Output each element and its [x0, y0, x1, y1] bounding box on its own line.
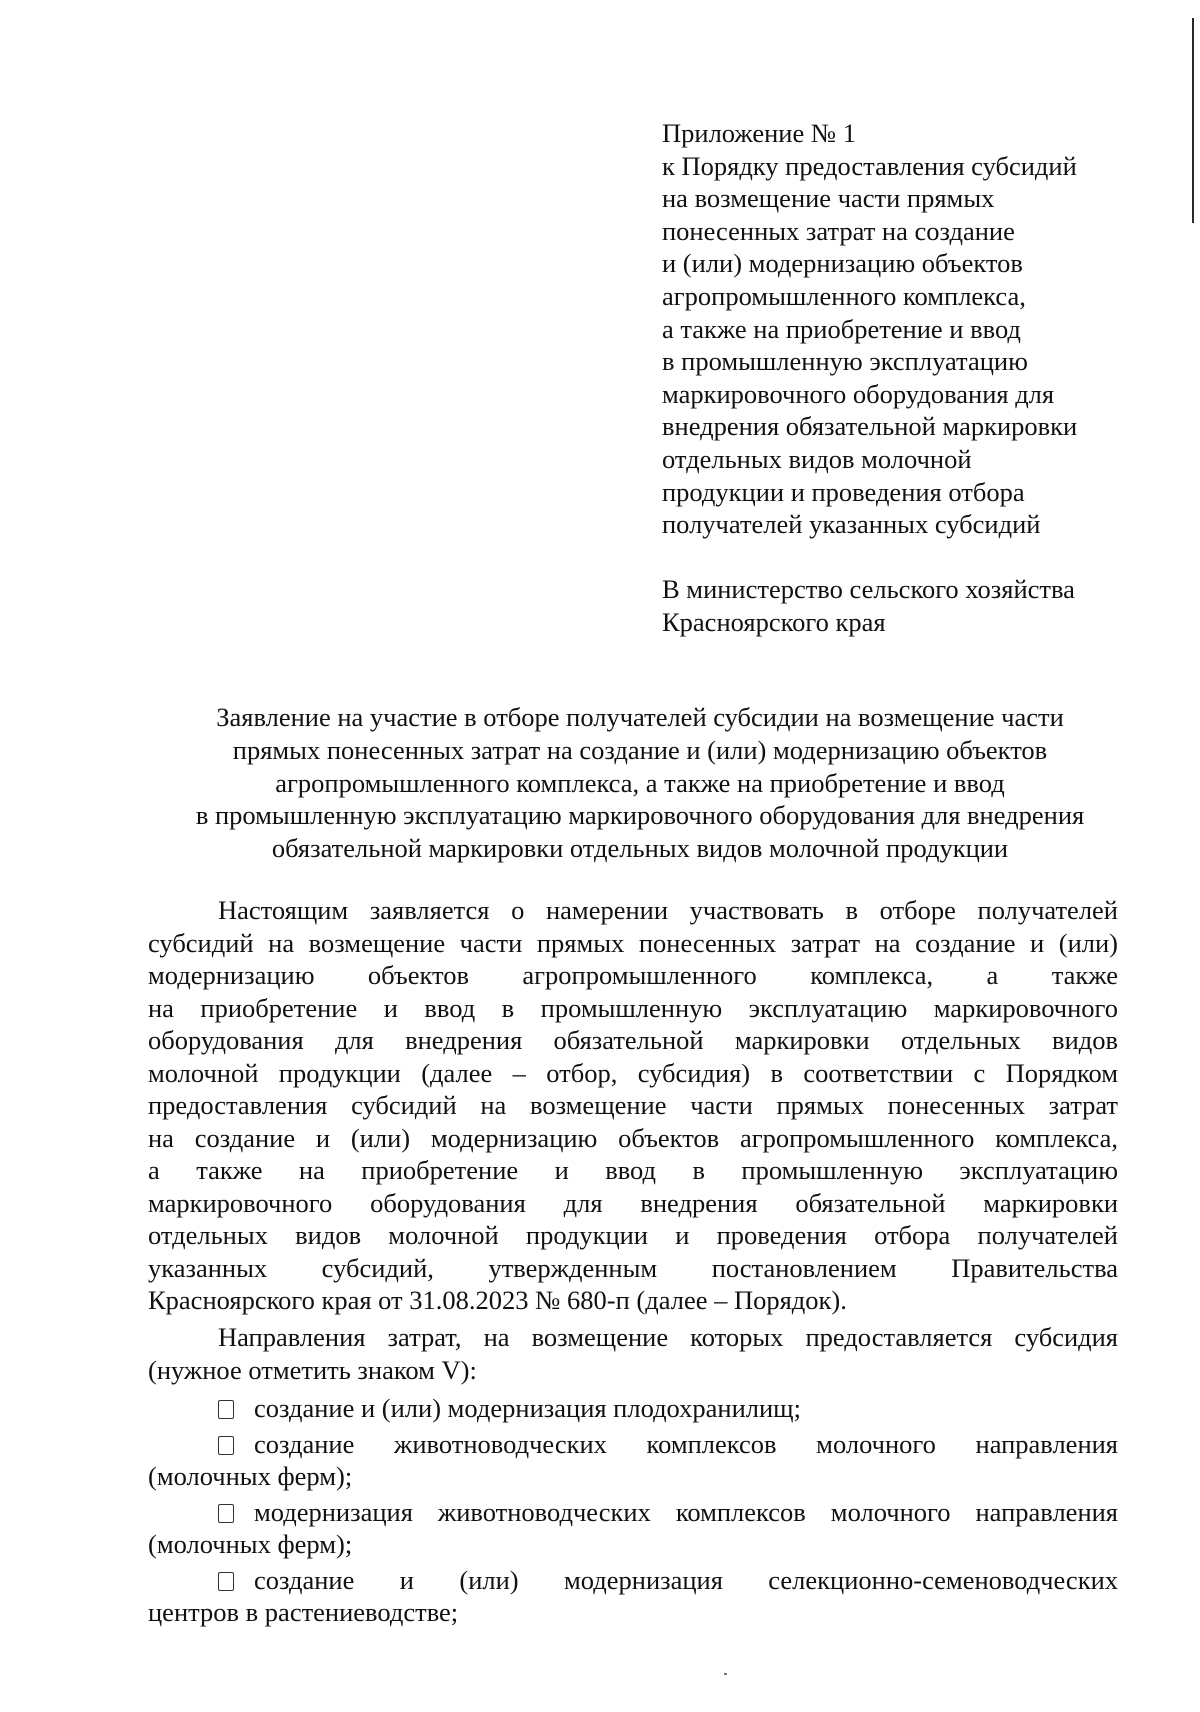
title-line: обязательной маркировки отдельных видов молочной продукции: [271, 833, 1009, 864]
option-label: создание и (или) модернизация плодохранилищ;: [254, 1393, 801, 1423]
cost-direction-options: [148, 1392, 1118, 1632]
appendix-line: получателей указанных субсидий: [662, 509, 1041, 540]
appendix-block: [662, 117, 1182, 541]
paragraph-line: маркировочного оборудования для внедрения обязательной маркировки: [148, 1187, 1118, 1218]
title-line: прямых понесенных затрат на создание и (или) модернизацию объектов: [232, 734, 1048, 765]
appendix-line: Приложение № 1: [662, 118, 857, 148]
checkbox-seed-centers[interactable]: [218, 1572, 234, 1591]
option-fruit-storage: [148, 1392, 1118, 1425]
appendix-line: к Порядку предоставления субсидий: [662, 150, 1077, 181]
option-label: модернизация животноводческих комплексов молочного направления: [254, 1496, 1118, 1527]
statement-paragraph: [148, 894, 1118, 1317]
document-title: [140, 701, 1140, 865]
checkbox-fruit-storage[interactable]: [218, 1400, 234, 1419]
paragraph-line: на создание и (или) модернизацию объектов агропромышленного комплекса,: [148, 1122, 1118, 1153]
paragraph-line: предоставления субсидий на возмещение части прямых понесенных затрат: [148, 1090, 1118, 1120]
scan-edge-mark: [1192, 18, 1194, 223]
appendix-line: на возмещение части прямых: [662, 183, 995, 214]
paragraph-line: Красноярского края от 31.08.2023 № 680-п (далее – Порядок).: [148, 1285, 847, 1315]
appendix-line: понесенных затрат на создание: [662, 215, 1015, 246]
scan-speck: [724, 1673, 727, 1675]
checkbox-dairy-complex-creation[interactable]: [218, 1436, 234, 1455]
option-label-continued: (молочных ферм);: [148, 1529, 353, 1559]
option-label: создание животноводческих комплексов молочного направления: [254, 1428, 1118, 1459]
option-seed-centers: [148, 1564, 1118, 1629]
paragraph-line: субсидий на возмещение части прямых понесенных затрат на создание и (или): [148, 927, 1118, 958]
appendix-line: маркировочного оборудования для: [662, 378, 1055, 409]
addressee-line: Красноярского края: [662, 606, 886, 637]
paragraph-line: указанных субсидий, утвержденным постановлением Правительства: [148, 1252, 1118, 1283]
title-line: Заявление на участие в отборе получателей субсидии на возмещение части: [216, 702, 1064, 732]
checkbox-dairy-complex-modernization[interactable]: [218, 1504, 234, 1523]
title-line: в промышленную эксплуатацию маркировочного оборудования для внедрения: [195, 800, 1085, 831]
paragraph-line: молочной продукции (далее – отбор, субсидия) в соответствии с Порядком: [148, 1057, 1118, 1088]
option-label: создание и (или) модернизация селекционно-семеноводческих: [254, 1564, 1118, 1595]
option-label-continued: центров в растениеводстве;: [148, 1597, 459, 1627]
paragraph-line: оборудования для внедрения обязательной маркировки отдельных видов: [148, 1025, 1118, 1055]
option-dairy-complex-modernization: [148, 1496, 1118, 1561]
paragraph-line: Направления затрат, на возмещение которых предоставляется субсидия: [218, 1322, 1118, 1352]
appendix-line: агропромышленного комплекса,: [662, 280, 1026, 311]
appendix-line: а также на приобретение и ввод: [662, 313, 1021, 344]
appendix-line: внедрения обязательной маркировки: [662, 411, 1078, 442]
addressee-line: В министерство сельского хозяйства: [662, 574, 1075, 604]
paragraph-line: на приобретение и ввод в промышленную эксплуатацию маркировочного: [148, 992, 1118, 1023]
addressee-block: [662, 573, 1182, 638]
appendix-line: в промышленную эксплуатацию: [662, 346, 1028, 377]
paragraph-line: а также на приобретение и ввод в промышленную эксплуатацию: [148, 1155, 1118, 1185]
cost-directions-intro: [148, 1321, 1118, 1386]
paragraph-line: Настоящим заявляется о намерении участвовать в отборе получателей: [218, 895, 1118, 925]
title-line: агропромышленного комплекса, а также на приобретение и ввод: [275, 767, 1005, 798]
paragraph-line: (нужное отметить знаком V):: [148, 1354, 477, 1385]
option-label-continued: (молочных ферм);: [148, 1461, 353, 1491]
option-dairy-complex-creation: [148, 1428, 1118, 1493]
appendix-line: отдельных видов молочной: [662, 443, 972, 474]
appendix-line: и (или) модернизацию объектов: [662, 248, 1023, 279]
paragraph-line: модернизацию объектов агропромышленного комплекса, а также: [148, 960, 1118, 990]
appendix-line: продукции и проведения отбора: [662, 476, 1025, 507]
paragraph-line: отдельных видов молочной продукции и проведения отбора получателей: [148, 1220, 1118, 1250]
